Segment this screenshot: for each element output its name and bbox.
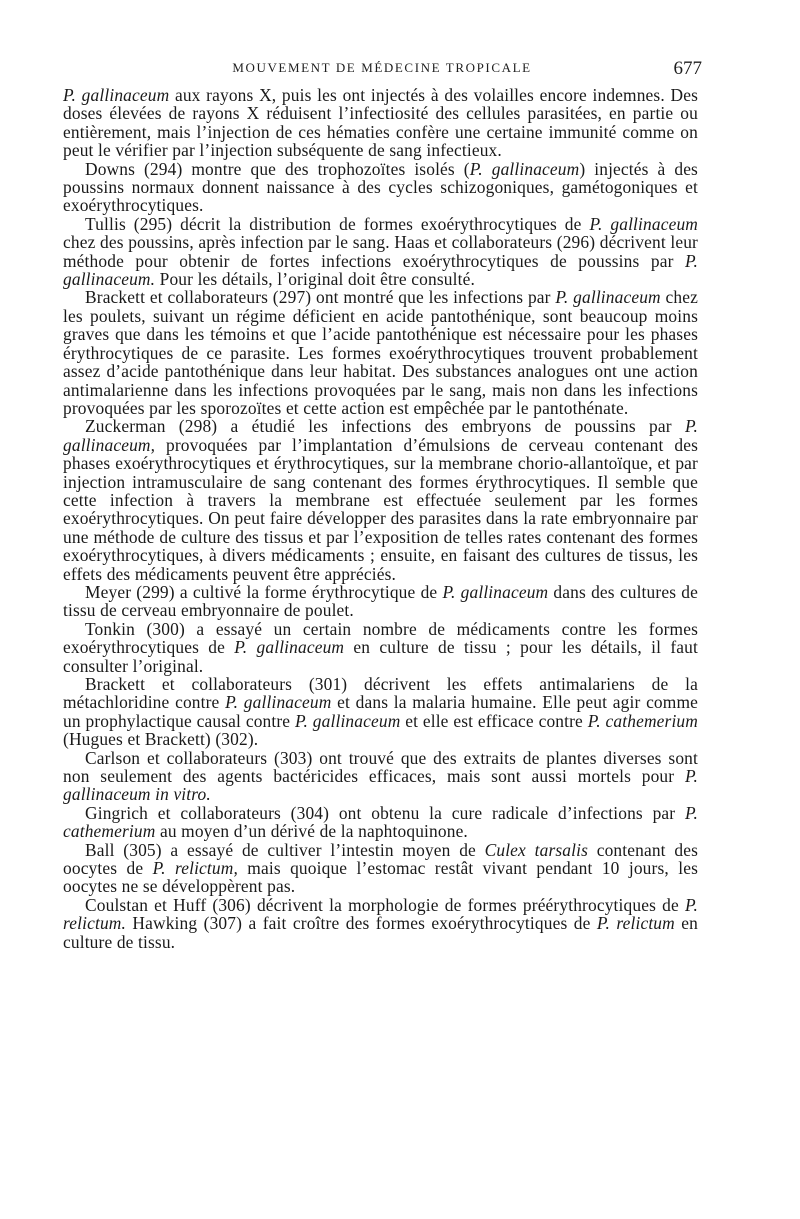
text-run: Meyer (299) a cultivé la forme érythrocytique de (85, 581, 443, 602)
species-name: P. gallinaceum (63, 85, 170, 105)
text-run: Coulstan et Huff (306) décrivent la morphologie de formes préérythrocytiques de (85, 894, 685, 915)
paragraph (63, 841, 698, 896)
page-number: 677 (673, 58, 702, 79)
species-name: P. relictum (596, 913, 675, 934)
text-run: Gingrich et collaborateurs (304) ont obtenu la cure radicale d’infections par (85, 802, 685, 823)
species-name: P. cathemerium (587, 710, 698, 731)
species-name: P. cathemerium (63, 802, 698, 842)
text-run: chez les poulets, suivant un régime déficient en acide pantothénique, sont beaucoup moins graves que dans les témoins et que l’acide pantothénique est nécessaire pour les phases érythrocytiques de ce parasite. Les formes exoérythrocytiques trouvent probablement assez d’acide pantothénique dans leur habitat. Des substances analogues ont une action antimalarienne dans les infections provoquées par le sang, mais non dans les infections provoquées par les sporozoïtes et cette action est empêchée par le pantothénate. (63, 287, 698, 418)
text-run: en culture de tissu ; pour les détails, il faut consulter l’original. (63, 637, 698, 676)
species-name: P. gallinaceum. (63, 250, 698, 290)
species-name: P. gallinaceum (589, 213, 698, 234)
body-text (63, 86, 698, 951)
text-run: en culture de tissu. (63, 913, 698, 952)
paragraph (63, 417, 698, 583)
paragraph (63, 620, 698, 675)
text-run: et elle est efficace contre (400, 710, 588, 731)
text-run: Tullis (295) décrit la distribution de formes exoérythrocytiques de (85, 213, 590, 234)
species-name: P. gallinaceum (294, 710, 401, 731)
paragraph (63, 583, 698, 620)
text-run: dans des cultures de tissu de cerveau embryonnaire de poulet. (63, 581, 698, 621)
text-run: Ball (305) a essayé de cultiver l’intestin moyen de (85, 839, 485, 860)
species-name: P. relictum. (63, 894, 698, 934)
species-name: P. gallinaceum in vitro. (63, 766, 698, 805)
species-name: P. gallinaceum (469, 158, 580, 179)
species-name: P. relictum, (152, 858, 238, 879)
species-name: P. gallinaceum (225, 692, 332, 713)
text-run: ) injectés à des poussins normaux donnent naissance à des cycles schizogoniques, gamétogoniques et exoérythrocytiques. (63, 158, 698, 216)
paragraph (63, 675, 698, 749)
running-title: MOUVEMENT DE MÉDECINE TROPICALE (232, 60, 532, 75)
paragraph (63, 896, 698, 951)
paragraph (63, 804, 698, 841)
species-name: P. gallinaceum, (63, 416, 698, 455)
text-run: et dans la malaria humaine. Elle peut agir comme un prophylactique causal contre (63, 692, 699, 731)
text-run: Pour les détails, l’original doit être consulté. (155, 269, 475, 290)
text-run: chez des poussins, après infection par le sang. Haas et collaborateurs (296) décrivent leur méthode pour obtenir de fortes infections exoérythrocytiques de poussins par (63, 232, 698, 271)
species-name: P. gallinaceum (555, 287, 661, 308)
paragraph (63, 215, 698, 289)
text-run: Brackett et collaborateurs (301) décrivent les effets antimalariens de la métachloridine contre (63, 674, 698, 713)
text-run: contenant des oocytes de (63, 839, 698, 879)
species-name: P. gallinaceum (442, 581, 549, 602)
text-run: Zuckerman (298) a étudié les infections des embryons de poussins par (85, 416, 685, 437)
paragraph (63, 86, 698, 160)
text-run: provoquées par l’implantation d’émulsions de cerveau contenant des phases exoérythrocytiques et érythrocytiques, sur la membrane chorio-allantoïque, et par injection intramusculaire de sang contenant des formes érythrocytiques. Il semble que cette infection à travers la membrane est effectuée seulement par les formes exoérythrocytiques. On peut faire développer des parasites dans la rate embryonnaire par une méthode de culture des tissus et par l’exposition de telles rates contenant des formes exoérythrocytiques, à divers médicaments ; ensuite, en faisant des cultures de tissus, les effets des médicaments peuvent être appréciés. (63, 434, 698, 584)
running-header (62, 58, 702, 84)
paragraph (63, 749, 698, 804)
text-run: (Hugues et Brackett) (302). (63, 729, 259, 750)
paragraph (63, 160, 698, 215)
text-run: Tonkin (300) a essayé un certain nombre de médicaments contre les formes exoérythrocytiques de (63, 618, 698, 658)
text-run: Downs (294) montre que des trophozoïtes isolés ( (85, 158, 470, 179)
text-run: aux rayons X, puis les ont injectés à des volailles encore indemnes. Des doses élevées de rayons X réduisent l’infectiosité des cellules parasitées, en partie ou entièrement, mais l’injection de ces hématies confère une certaine immunité comme on peut le vérifier par l’injection subséquente de sang infectieux. (63, 85, 698, 161)
text-run: Carlson et collaborateurs (303) ont trouvé que des extraits de plantes diverses sont non seulement des agents bactéricides efficaces, mais sont aussi mortels pour (63, 747, 698, 787)
text-run: mais quoique l’estomac restât vivant pendant 10 jours, les oocytes ne se développèrent pas. (63, 858, 698, 897)
text-run: au moyen d’un dérivé de la naphtoquinone. (155, 821, 468, 842)
species-name: P. gallinaceum (234, 637, 345, 658)
species-name: Culex tarsalis (484, 839, 589, 860)
text-run: Brackett et collaborateurs (297) ont montré que les infections par (85, 287, 556, 308)
paragraph (63, 288, 698, 417)
text-run: Hawking (307) a fait croître des formes exoérythrocytiques de (126, 913, 597, 934)
